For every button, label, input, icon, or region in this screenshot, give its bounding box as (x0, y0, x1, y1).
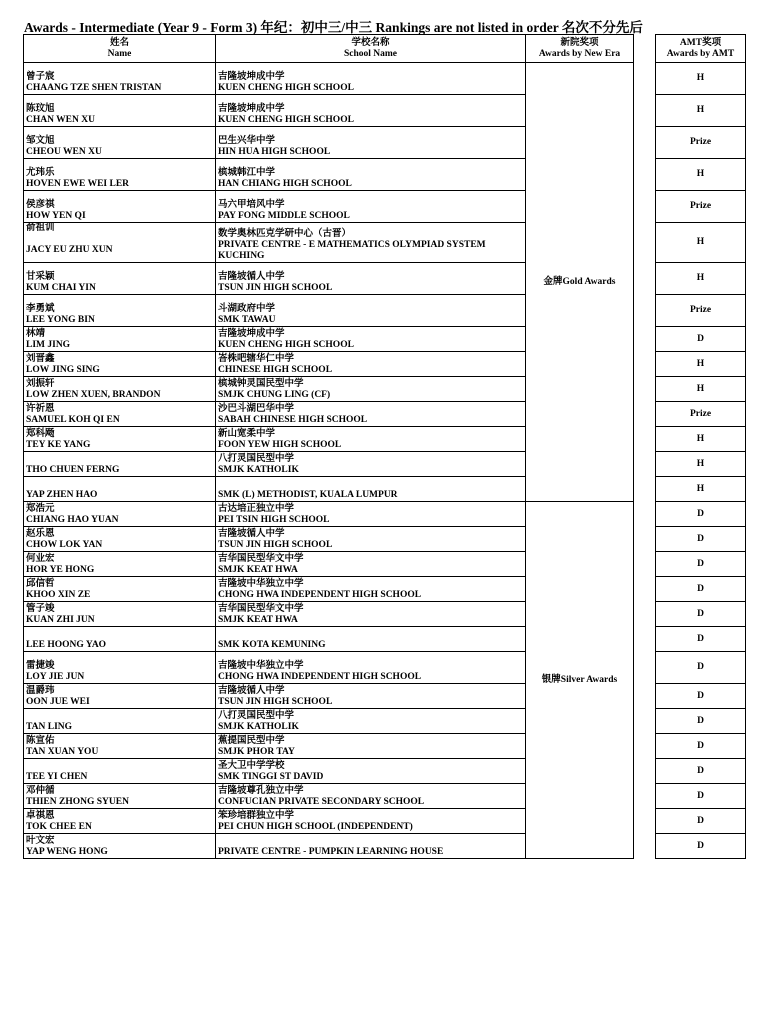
school-zh: 八打灵国民型中学 (218, 454, 295, 464)
school-zh: 数学奥林匹克学研中心（古晋） (218, 229, 352, 239)
school-en: PEI TSIN HIGH SCHOOL (218, 515, 330, 525)
amt-award-cell: H (656, 263, 746, 295)
school-zh: 吉隆坡中华独立中学 (218, 661, 304, 671)
name-zh: 陈玟旭 (26, 104, 55, 114)
name-cell (24, 295, 216, 327)
school-cell (216, 191, 526, 223)
school-en: TSUN JIN HIGH SCHOOL (218, 540, 333, 550)
amt-row (656, 427, 746, 452)
name-en: KHOO XIN ZE (26, 590, 91, 600)
school-cell (216, 759, 526, 784)
school-cell (216, 402, 526, 427)
school-zh: 古达培正独立中学 (218, 504, 295, 514)
school-en: SMJK CHUNG LING (CF) (218, 390, 331, 400)
school-zh: 吉华国民型华文中学 (218, 604, 304, 614)
name-en: YAP ZHEN HAO (26, 490, 98, 500)
amt-award-header: AMT奖项 Awards by AMT (656, 35, 746, 63)
amt-row (656, 552, 746, 577)
school-zh: 吉隆坡循人中学 (218, 272, 285, 282)
name-en: TOK CHEE EN (26, 822, 92, 832)
school-en: HAN CHIANG HIGH SCHOOL (218, 179, 352, 189)
school-en: TSUN JIN HIGH SCHOOL (218, 697, 333, 707)
name-cell (24, 377, 216, 402)
amt-row (656, 95, 746, 127)
name-zh: 邹文旭 (26, 136, 55, 146)
school-en: TSUN JIN HIGH SCHOOL (218, 283, 333, 293)
name-cell (24, 709, 216, 734)
school-zh: 吉华国民型华文中学 (218, 554, 304, 564)
school-cell (216, 127, 526, 159)
school-en: SMK TAWAU (218, 315, 276, 325)
school-cell (216, 834, 526, 859)
name-header: 姓名 Name (24, 35, 216, 63)
amt-row (656, 191, 746, 223)
name-zh: 李勇斌 (26, 304, 55, 314)
school-zh: 吉隆坡中华独立中学 (218, 579, 304, 589)
amt-row (656, 502, 746, 527)
name-cell (24, 602, 216, 627)
table-row (24, 502, 634, 527)
name-zh (26, 711, 213, 722)
school-cell (216, 577, 526, 602)
name-cell (24, 63, 216, 95)
amt-award-cell: H (656, 95, 746, 127)
amt-award-cell: H (656, 223, 746, 263)
school-zh: 蕉提国民型中学 (218, 736, 285, 746)
gold-award-group: 金牌Gold Awards (526, 63, 634, 502)
name-zh: 尤玮乐 (26, 168, 55, 178)
school-zh: 吉隆坡坤成中学 (218, 329, 285, 339)
name-cell (24, 552, 216, 577)
school-zh: 沙巴斗湖巴华中学 (218, 404, 295, 414)
school-zh: 巴生兴华中学 (218, 136, 276, 146)
name-en: HOR YE HONG (26, 565, 95, 575)
amt-award-cell: D (656, 684, 746, 709)
school-cell (216, 502, 526, 527)
name-cell (24, 477, 216, 502)
school-en: SMK KOTA KEMUNING (218, 640, 326, 650)
name-cell (24, 223, 216, 263)
school-zh (218, 836, 523, 847)
amt-row (656, 684, 746, 709)
school-zh: 吉隆坡循人中学 (218, 686, 285, 696)
name-zh: 郑科飏 (26, 429, 55, 439)
school-cell (216, 652, 526, 684)
name-cell (24, 734, 216, 759)
name-zh: 刘振轩 (26, 379, 55, 389)
school-cell (216, 159, 526, 191)
amt-award-cell: D (656, 502, 746, 527)
name-zh: 雷捷竣 (26, 661, 55, 671)
school-cell (216, 627, 526, 652)
school-zh: 新山宽柔中学 (218, 429, 276, 439)
amt-award-cell: D (656, 327, 746, 352)
school-en: SMJK PHOR TAY (218, 747, 295, 757)
school-cell (216, 809, 526, 834)
name-zh: 刘晋鑫 (26, 354, 55, 364)
amt-row (656, 127, 746, 159)
table-row (24, 63, 634, 95)
school-cell (216, 377, 526, 402)
name-zh (26, 454, 213, 465)
school-cell (216, 452, 526, 477)
name-zh: 卓祺恩 (26, 811, 55, 821)
amt-award-cell: H (656, 427, 746, 452)
amt-award-cell: D (656, 759, 746, 784)
name-en: CHEOU WEN XU (26, 147, 102, 157)
name-en: LIM JING (26, 340, 71, 350)
name-zh: 甘采颖 (26, 272, 55, 282)
school-zh (218, 629, 523, 640)
amt-award-cell: H (656, 477, 746, 502)
name-en: LOY JIE JUN (26, 672, 85, 682)
school-zh: 吉隆坡坤成中学 (218, 104, 285, 114)
school-zh: 峇株吧辖华仁中学 (218, 354, 295, 364)
school-en: CHONG HWA INDEPENDENT HIGH SCHOOL (218, 672, 422, 682)
school-cell (216, 223, 526, 263)
name-cell (24, 652, 216, 684)
name-zh: 曾子宸 (26, 72, 55, 82)
amt-award-cell: D (656, 652, 746, 684)
school-en: SMK (L) METHODIST, KUALA LUMPUR (218, 490, 398, 500)
amt-award-cell: Prize (656, 191, 746, 223)
amt-row (656, 159, 746, 191)
school-zh: 斗湖政府中学 (218, 304, 276, 314)
school-cell (216, 684, 526, 709)
school-zh (218, 479, 523, 490)
school-cell (216, 295, 526, 327)
school-cell (216, 784, 526, 809)
amt-row (656, 352, 746, 377)
name-en: LOW JING SING (26, 365, 100, 375)
amt-award-cell: D (656, 577, 746, 602)
name-zh: 俞祖训 (26, 223, 55, 233)
school-en: SMK TINGGI ST DAVID (218, 772, 324, 782)
amt-row (656, 402, 746, 427)
amt-award-cell: H (656, 159, 746, 191)
school-cell (216, 63, 526, 95)
name-cell (24, 127, 216, 159)
amt-row (656, 327, 746, 352)
name-cell (24, 95, 216, 127)
name-zh: 赵乐恩 (26, 529, 55, 539)
amt-award-cell: H (656, 352, 746, 377)
name-zh (26, 761, 213, 772)
amt-award-cell: H (656, 63, 746, 95)
name-cell (24, 759, 216, 784)
school-en: FOON YEW HIGH SCHOOL (218, 440, 342, 450)
name-cell (24, 352, 216, 377)
amt-row (656, 759, 746, 784)
school-en: CHONG HWA INDEPENDENT HIGH SCHOOL (218, 590, 422, 600)
school-zh: 笨珍培群独立中学 (218, 811, 295, 821)
school-en: PRIVATE CENTRE - PUMPKIN LEARNING HOUSE (218, 847, 444, 857)
amt-award-cell: H (656, 377, 746, 402)
amt-award-cell: D (656, 734, 746, 759)
school-cell (216, 95, 526, 127)
amt-row (656, 223, 746, 263)
school-en: SMJK KATHOLIK (218, 465, 299, 475)
amt-award-cell: D (656, 834, 746, 859)
school-zh: 吉隆坡坤成中学 (218, 72, 285, 82)
amt-award-cell: Prize (656, 127, 746, 159)
page-title: Awards - Intermediate (Year 9 - Form 3) 年纪：初中三/中三 Rankings are not listed in order 名次不分先后 (24, 20, 643, 35)
amt-award-cell: D (656, 784, 746, 809)
name-cell (24, 834, 216, 859)
amt-row (656, 295, 746, 327)
name-zh (26, 629, 213, 640)
name-en: LEE YONG BIN (26, 315, 95, 325)
name-en: CHAN WEN XU (26, 115, 95, 125)
school-en: SABAH CHINESE HIGH SCHOOL (218, 415, 368, 425)
school-en: KUEN CHENG HIGH SCHOOL (218, 83, 354, 93)
amt-row (656, 527, 746, 552)
school-en: SMJK KEAT HWA (218, 615, 298, 625)
school-zh: 吉隆坡循人中学 (218, 529, 285, 539)
school-cell (216, 352, 526, 377)
amt-award-cell: D (656, 552, 746, 577)
amt-row (656, 577, 746, 602)
name-zh: 何业宏 (26, 554, 55, 564)
name-cell (24, 627, 216, 652)
name-en: THIEN ZHONG SYUEN (26, 797, 129, 807)
name-en: HOVEN EWE WEI LER (26, 179, 130, 189)
amt-row (656, 784, 746, 809)
name-en: JACY EU ZHU XUN (26, 245, 113, 255)
name-zh: 管子竣 (26, 604, 55, 614)
name-en: HOW YEN QI (26, 211, 86, 221)
amt-award-cell: D (656, 527, 746, 552)
school-cell (216, 477, 526, 502)
name-en: KUAN ZHI JUN (26, 615, 95, 625)
name-zh: 邱信哲 (26, 579, 55, 589)
school-en: KUEN CHENG HIGH SCHOOL (218, 115, 354, 125)
amt-award-cell: Prize (656, 402, 746, 427)
school-en: CONFUCIAN PRIVATE SECONDARY SCHOOL (218, 797, 425, 807)
name-en: KUM CHAI YIN (26, 283, 96, 293)
amt-row (656, 63, 746, 95)
name-cell (24, 263, 216, 295)
amt-award-cell: D (656, 602, 746, 627)
amt-row (656, 709, 746, 734)
name-cell (24, 327, 216, 352)
name-en: LEE HOONG YAO (26, 640, 107, 650)
school-zh: 槟城韩江中学 (218, 168, 276, 178)
school-en: KUEN CHENG HIGH SCHOOL (218, 340, 354, 350)
school-cell (216, 552, 526, 577)
new-era-award-header: 新院奖项 Awards by New Era (526, 35, 634, 63)
school-cell (216, 734, 526, 759)
school-zh: 马六甲培风中学 (218, 200, 285, 210)
amt-row (656, 602, 746, 627)
name-cell (24, 784, 216, 809)
name-cell (24, 577, 216, 602)
school-en: PAY FONG MIDDLE SCHOOL (218, 211, 350, 221)
name-zh: 许祈恩 (26, 404, 55, 414)
amt-row (656, 627, 746, 652)
name-en: SAMUEL KOH QI EN (26, 415, 120, 425)
school-en: PEI CHUN HIGH SCHOOL (INDEPENDENT) (218, 822, 413, 832)
school-en-line2: KUCHING (218, 251, 265, 261)
name-en: TEY KE YANG (26, 440, 91, 450)
amt-award-cell: Prize (656, 295, 746, 327)
school-cell (216, 427, 526, 452)
amt-row (656, 809, 746, 834)
school-en: PRIVATE CENTRE - E MATHEMATICS OLYMPIAD SYSTEM (218, 240, 486, 250)
name-en: OON JUE WEI (26, 697, 90, 707)
school-zh: 吉隆坡尊孔独立中学 (218, 786, 304, 796)
amt-row (656, 834, 746, 859)
name-cell (24, 452, 216, 477)
name-cell (24, 809, 216, 834)
awards-table (23, 34, 634, 859)
amt-awards-table (655, 34, 746, 859)
amt-row (656, 477, 746, 502)
name-zh: 叶文宏 (26, 836, 55, 846)
name-en: CHOW LOK YAN (26, 540, 103, 550)
school-header: 学校名称 School Name (216, 35, 526, 63)
name-en: LOW ZHEN XUEN, BRANDON (26, 390, 161, 400)
school-en: HIN HUA HIGH SCHOOL (218, 147, 331, 157)
name-zh: 林靖 (26, 329, 46, 339)
name-cell (24, 402, 216, 427)
name-en: CHAANG TZE SHEN TRISTAN (26, 83, 162, 93)
name-en: YAP WENG HONG (26, 847, 108, 857)
amt-award-cell: D (656, 809, 746, 834)
name-cell (24, 502, 216, 527)
name-en: TAN XUAN YOU (26, 747, 99, 757)
amt-award-cell: D (656, 709, 746, 734)
amt-row (656, 652, 746, 684)
amt-row (656, 377, 746, 402)
school-en: SMJK KEAT HWA (218, 565, 298, 575)
name-cell (24, 684, 216, 709)
name-zh (26, 479, 213, 490)
school-zh: 八打灵国民型中学 (218, 711, 295, 721)
name-zh: 侯彦祺 (26, 200, 55, 210)
name-zh: 邓仲循 (26, 786, 55, 796)
name-en: THO CHUEN FERNG (26, 465, 120, 475)
amt-row (656, 734, 746, 759)
school-cell (216, 527, 526, 552)
name-zh: 陈宣佑 (26, 736, 55, 746)
name-cell (24, 527, 216, 552)
school-cell (216, 602, 526, 627)
amt-row (656, 263, 746, 295)
school-zh: 圣大卫中学学校 (218, 761, 285, 771)
school-cell (216, 327, 526, 352)
school-zh: 槟城钟灵国民型中学 (218, 379, 304, 389)
school-en: CHINESE HIGH SCHOOL (218, 365, 333, 375)
name-cell (24, 427, 216, 452)
name-zh: 郑浩元 (26, 504, 55, 514)
amt-row (656, 452, 746, 477)
name-en: TAN LING (26, 722, 73, 732)
school-cell (216, 263, 526, 295)
name-cell (24, 191, 216, 223)
name-zh: 温爵玮 (26, 686, 55, 696)
name-en: CHIANG HAO YUAN (26, 515, 119, 525)
school-en: SMJK KATHOLIK (218, 722, 299, 732)
amt-award-cell: D (656, 627, 746, 652)
name-cell (24, 159, 216, 191)
silver-award-group: 银牌Silver Awards (526, 502, 634, 859)
amt-award-cell: H (656, 452, 746, 477)
name-en: TEE YI CHEN (26, 772, 88, 782)
school-cell (216, 709, 526, 734)
